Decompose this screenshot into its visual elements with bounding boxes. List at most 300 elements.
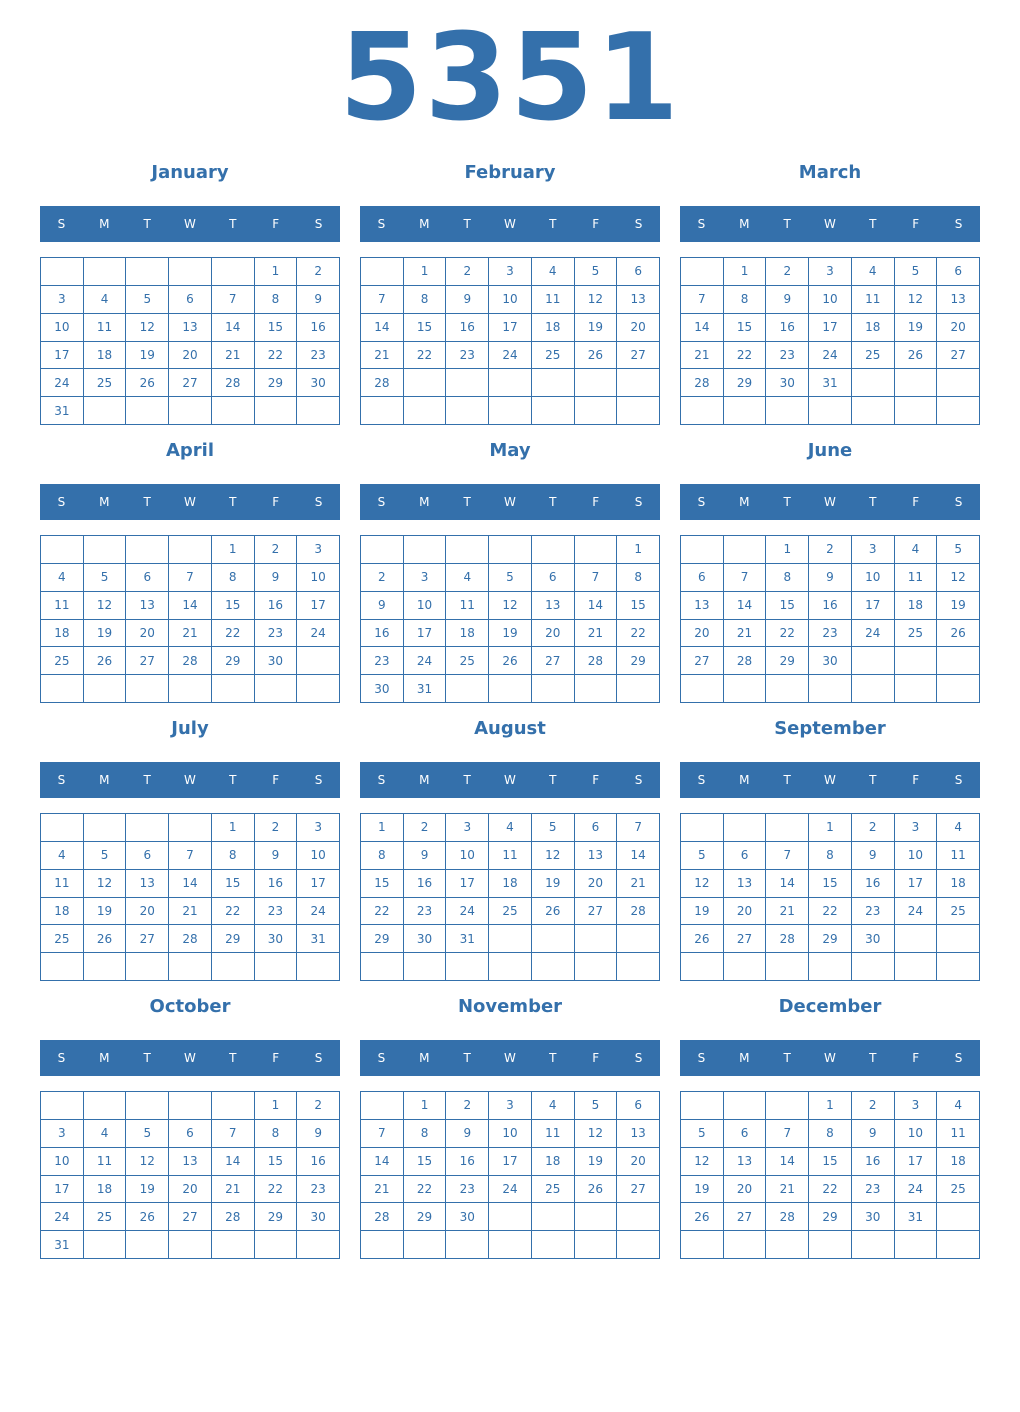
empty-day-cell bbox=[937, 953, 980, 981]
day-cell: 16 bbox=[255, 870, 298, 898]
day-cell: 23 bbox=[255, 898, 298, 926]
day-cell: 26 bbox=[84, 647, 127, 675]
month-february bbox=[360, 162, 660, 426]
day-cell: 10 bbox=[446, 842, 489, 870]
day-cell: 28 bbox=[766, 925, 809, 953]
empty-day-cell bbox=[724, 675, 767, 703]
empty-day-cell bbox=[169, 397, 212, 425]
day-cell: 6 bbox=[169, 286, 212, 314]
month-title: September bbox=[774, 718, 886, 739]
day-cell: 5 bbox=[84, 842, 127, 870]
weekday-label: W bbox=[824, 1051, 836, 1065]
empty-day-cell bbox=[681, 675, 724, 703]
day-cell: 27 bbox=[681, 647, 724, 675]
day-cell: 16 bbox=[852, 870, 895, 898]
month-april bbox=[40, 440, 340, 704]
day-cell: 17 bbox=[404, 620, 447, 648]
day-cell: 11 bbox=[489, 842, 532, 870]
day-cell: 26 bbox=[895, 342, 938, 370]
weekday-label: S bbox=[377, 495, 386, 509]
empty-day-cell bbox=[84, 397, 127, 425]
day-cell: 26 bbox=[126, 1203, 169, 1231]
empty-day-cell bbox=[169, 953, 212, 981]
day-cell: 13 bbox=[681, 592, 724, 620]
day-cell: 1 bbox=[212, 814, 255, 842]
weekday-label: S bbox=[314, 495, 323, 509]
empty-day-cell bbox=[84, 675, 127, 703]
day-cell: 6 bbox=[575, 814, 618, 842]
weekday-label: S bbox=[954, 495, 963, 509]
day-cell: 24 bbox=[41, 1203, 84, 1231]
day-cell: 3 bbox=[297, 536, 340, 564]
day-cell: 7 bbox=[724, 564, 767, 592]
day-cell: 22 bbox=[212, 898, 255, 926]
day-cell: 10 bbox=[41, 1148, 84, 1176]
day-cell: 5 bbox=[681, 1120, 724, 1148]
day-cell: 14 bbox=[212, 314, 255, 342]
day-cell: 1 bbox=[404, 1092, 447, 1120]
day-cell: 9 bbox=[297, 1120, 340, 1148]
weekday-label: F bbox=[272, 495, 280, 509]
day-cell: 17 bbox=[852, 592, 895, 620]
weekday-label: T bbox=[143, 495, 151, 509]
day-cell: 27 bbox=[532, 647, 575, 675]
day-cell: 6 bbox=[937, 258, 980, 286]
day-cell: 21 bbox=[361, 342, 404, 370]
day-cell: 11 bbox=[532, 1120, 575, 1148]
weekday-label: T bbox=[869, 217, 877, 231]
empty-day-cell bbox=[41, 258, 84, 286]
weekday-label: F bbox=[912, 495, 920, 509]
weekday-header bbox=[40, 484, 340, 520]
day-cell: 24 bbox=[41, 369, 84, 397]
empty-day-cell bbox=[169, 536, 212, 564]
day-cell: 22 bbox=[212, 620, 255, 648]
day-cell: 14 bbox=[724, 592, 767, 620]
empty-day-cell bbox=[532, 397, 575, 425]
day-cell: 12 bbox=[681, 870, 724, 898]
empty-day-cell bbox=[617, 953, 660, 981]
weekday-label: M bbox=[99, 495, 110, 509]
weekday-label: T bbox=[463, 773, 471, 787]
day-cell: 4 bbox=[532, 1092, 575, 1120]
day-cell: 17 bbox=[895, 870, 938, 898]
month-title: November bbox=[457, 996, 563, 1017]
weekday-label: F bbox=[912, 217, 920, 231]
day-cell: 6 bbox=[126, 564, 169, 592]
weekday-label: T bbox=[783, 495, 791, 509]
day-cell: 25 bbox=[937, 1176, 980, 1204]
day-cell: 7 bbox=[766, 1120, 809, 1148]
day-grid bbox=[680, 813, 980, 981]
day-cell: 6 bbox=[169, 1120, 212, 1148]
day-cell: 14 bbox=[766, 1148, 809, 1176]
day-cell: 4 bbox=[84, 286, 127, 314]
month-november bbox=[360, 996, 660, 1260]
month-august bbox=[360, 718, 660, 982]
day-cell: 25 bbox=[41, 647, 84, 675]
weekday-label: T bbox=[783, 1051, 791, 1065]
weekday-label: T bbox=[549, 773, 557, 787]
weekday-label: T bbox=[229, 773, 237, 787]
day-cell: 15 bbox=[255, 1148, 298, 1176]
day-cell: 20 bbox=[126, 898, 169, 926]
empty-day-cell bbox=[895, 1231, 938, 1259]
day-cell: 4 bbox=[937, 1092, 980, 1120]
day-cell: 25 bbox=[489, 898, 532, 926]
day-cell: 10 bbox=[404, 592, 447, 620]
day-cell: 31 bbox=[404, 675, 447, 703]
empty-day-cell bbox=[404, 369, 447, 397]
day-cell: 18 bbox=[84, 342, 127, 370]
empty-day-cell bbox=[937, 925, 980, 953]
day-cell: 5 bbox=[937, 536, 980, 564]
day-cell: 6 bbox=[617, 1092, 660, 1120]
weekday-label: W bbox=[184, 1051, 196, 1065]
day-cell: 18 bbox=[937, 1148, 980, 1176]
empty-day-cell bbox=[809, 675, 852, 703]
day-cell: 23 bbox=[446, 1176, 489, 1204]
empty-day-cell bbox=[41, 1092, 84, 1120]
empty-day-cell bbox=[169, 1231, 212, 1259]
day-cell: 6 bbox=[126, 842, 169, 870]
day-cell: 21 bbox=[617, 870, 660, 898]
day-cell: 8 bbox=[809, 842, 852, 870]
day-cell: 11 bbox=[895, 564, 938, 592]
weekday-label: S bbox=[377, 217, 386, 231]
weekday-label: S bbox=[634, 1051, 643, 1065]
day-cell: 23 bbox=[766, 342, 809, 370]
weekday-label: S bbox=[697, 217, 706, 231]
day-cell: 15 bbox=[404, 314, 447, 342]
weekday-label: W bbox=[504, 773, 516, 787]
month-october bbox=[40, 996, 340, 1260]
empty-day-cell bbox=[446, 675, 489, 703]
day-cell: 7 bbox=[169, 564, 212, 592]
day-cell: 28 bbox=[766, 1203, 809, 1231]
day-cell: 22 bbox=[809, 898, 852, 926]
day-cell: 30 bbox=[297, 369, 340, 397]
day-cell: 11 bbox=[852, 286, 895, 314]
day-cell: 1 bbox=[766, 536, 809, 564]
day-cell: 18 bbox=[937, 870, 980, 898]
day-cell: 1 bbox=[724, 258, 767, 286]
day-cell: 4 bbox=[852, 258, 895, 286]
day-cell: 25 bbox=[937, 898, 980, 926]
day-cell: 21 bbox=[361, 1176, 404, 1204]
weekday-label: M bbox=[739, 495, 750, 509]
day-cell: 16 bbox=[404, 870, 447, 898]
day-cell: 28 bbox=[575, 647, 618, 675]
empty-day-cell bbox=[852, 953, 895, 981]
weekday-label: S bbox=[697, 1051, 706, 1065]
weekday-label: F bbox=[592, 495, 600, 509]
day-cell: 24 bbox=[809, 342, 852, 370]
empty-day-cell bbox=[489, 1231, 532, 1259]
weekday-label: T bbox=[783, 773, 791, 787]
day-cell: 8 bbox=[724, 286, 767, 314]
day-cell: 19 bbox=[532, 870, 575, 898]
day-grid bbox=[680, 1091, 980, 1259]
day-cell: 26 bbox=[532, 898, 575, 926]
day-cell: 9 bbox=[809, 564, 852, 592]
day-cell: 26 bbox=[575, 342, 618, 370]
day-cell: 7 bbox=[169, 842, 212, 870]
day-cell: 29 bbox=[617, 647, 660, 675]
month-title: December bbox=[778, 996, 882, 1017]
day-cell: 31 bbox=[809, 369, 852, 397]
month-title: March bbox=[798, 162, 862, 183]
day-cell: 6 bbox=[532, 564, 575, 592]
day-cell: 23 bbox=[297, 342, 340, 370]
day-cell: 29 bbox=[212, 647, 255, 675]
day-cell: 10 bbox=[809, 286, 852, 314]
weekday-label: S bbox=[697, 495, 706, 509]
weekday-label: F bbox=[272, 1051, 280, 1065]
weekday-label: M bbox=[99, 217, 110, 231]
empty-day-cell bbox=[766, 397, 809, 425]
day-cell: 9 bbox=[404, 842, 447, 870]
day-cell: 29 bbox=[255, 1203, 298, 1231]
weekday-label: F bbox=[592, 1051, 600, 1065]
day-cell: 8 bbox=[212, 564, 255, 592]
day-grid bbox=[40, 535, 340, 703]
empty-day-cell bbox=[937, 675, 980, 703]
day-cell: 21 bbox=[169, 898, 212, 926]
day-grid bbox=[680, 257, 980, 425]
weekday-header bbox=[680, 206, 980, 242]
day-cell: 19 bbox=[681, 1176, 724, 1204]
weekday-label: S bbox=[697, 773, 706, 787]
day-cell: 27 bbox=[126, 925, 169, 953]
empty-day-cell bbox=[446, 536, 489, 564]
day-cell: 14 bbox=[212, 1148, 255, 1176]
day-cell: 14 bbox=[681, 314, 724, 342]
empty-day-cell bbox=[361, 397, 404, 425]
day-cell: 5 bbox=[126, 1120, 169, 1148]
day-cell: 4 bbox=[895, 536, 938, 564]
day-cell: 1 bbox=[361, 814, 404, 842]
day-cell: 15 bbox=[212, 870, 255, 898]
day-cell: 13 bbox=[617, 1120, 660, 1148]
day-cell: 9 bbox=[446, 286, 489, 314]
day-cell: 25 bbox=[532, 1176, 575, 1204]
weekday-label: S bbox=[634, 217, 643, 231]
day-cell: 20 bbox=[617, 314, 660, 342]
empty-day-cell bbox=[852, 397, 895, 425]
empty-day-cell bbox=[617, 925, 660, 953]
day-cell: 2 bbox=[404, 814, 447, 842]
day-cell: 26 bbox=[126, 369, 169, 397]
weekday-label: M bbox=[419, 1051, 430, 1065]
empty-day-cell bbox=[297, 953, 340, 981]
empty-day-cell bbox=[446, 953, 489, 981]
empty-day-cell bbox=[852, 369, 895, 397]
empty-day-cell bbox=[724, 536, 767, 564]
day-cell: 24 bbox=[489, 342, 532, 370]
year-title: 5351 bbox=[339, 9, 681, 148]
day-cell: 28 bbox=[724, 647, 767, 675]
day-cell: 27 bbox=[617, 1176, 660, 1204]
day-cell: 15 bbox=[361, 870, 404, 898]
day-cell: 19 bbox=[895, 314, 938, 342]
empty-day-cell bbox=[84, 814, 127, 842]
weekday-header bbox=[360, 206, 660, 242]
day-cell: 11 bbox=[84, 1148, 127, 1176]
day-cell: 30 bbox=[852, 1203, 895, 1231]
day-cell: 18 bbox=[489, 870, 532, 898]
empty-day-cell bbox=[126, 536, 169, 564]
empty-day-cell bbox=[255, 675, 298, 703]
weekday-label: M bbox=[739, 217, 750, 231]
day-cell: 27 bbox=[724, 1203, 767, 1231]
day-cell: 17 bbox=[489, 1148, 532, 1176]
empty-day-cell bbox=[895, 647, 938, 675]
empty-day-cell bbox=[575, 1203, 618, 1231]
day-cell: 25 bbox=[852, 342, 895, 370]
day-cell: 11 bbox=[41, 592, 84, 620]
empty-day-cell bbox=[766, 953, 809, 981]
day-cell: 9 bbox=[297, 286, 340, 314]
day-cell: 12 bbox=[532, 842, 575, 870]
empty-day-cell bbox=[41, 675, 84, 703]
empty-day-cell bbox=[489, 369, 532, 397]
day-cell: 2 bbox=[297, 258, 340, 286]
day-cell: 6 bbox=[724, 842, 767, 870]
day-cell: 20 bbox=[169, 1176, 212, 1204]
month-title: June bbox=[807, 440, 853, 461]
day-cell: 25 bbox=[84, 1203, 127, 1231]
day-cell: 28 bbox=[212, 1203, 255, 1231]
empty-day-cell bbox=[404, 953, 447, 981]
day-cell: 9 bbox=[852, 1120, 895, 1148]
month-july bbox=[40, 718, 340, 982]
day-cell: 5 bbox=[681, 842, 724, 870]
day-cell: 2 bbox=[852, 814, 895, 842]
day-cell: 19 bbox=[575, 1148, 618, 1176]
weekday-label: S bbox=[314, 217, 323, 231]
day-cell: 9 bbox=[766, 286, 809, 314]
day-cell: 26 bbox=[575, 1176, 618, 1204]
day-cell: 27 bbox=[126, 647, 169, 675]
day-cell: 16 bbox=[297, 314, 340, 342]
weekday-label: M bbox=[419, 217, 430, 231]
day-cell: 7 bbox=[681, 286, 724, 314]
month-title: May bbox=[489, 440, 531, 461]
empty-day-cell bbox=[84, 1231, 127, 1259]
day-cell: 24 bbox=[895, 898, 938, 926]
day-cell: 23 bbox=[297, 1176, 340, 1204]
weekday-label: W bbox=[824, 495, 836, 509]
empty-day-cell bbox=[937, 369, 980, 397]
month-title: August bbox=[474, 718, 546, 739]
day-cell: 3 bbox=[852, 536, 895, 564]
day-cell: 25 bbox=[84, 369, 127, 397]
day-cell: 11 bbox=[84, 314, 127, 342]
day-cell: 31 bbox=[895, 1203, 938, 1231]
day-cell: 27 bbox=[617, 342, 660, 370]
day-cell: 5 bbox=[489, 564, 532, 592]
day-cell: 26 bbox=[681, 1203, 724, 1231]
day-cell: 30 bbox=[446, 1203, 489, 1231]
empty-day-cell bbox=[766, 814, 809, 842]
empty-day-cell bbox=[126, 258, 169, 286]
empty-day-cell bbox=[681, 814, 724, 842]
weekday-label: T bbox=[229, 217, 237, 231]
day-cell: 3 bbox=[297, 814, 340, 842]
day-cell: 16 bbox=[361, 620, 404, 648]
day-cell: 29 bbox=[724, 369, 767, 397]
day-cell: 4 bbox=[84, 1120, 127, 1148]
weekday-label: T bbox=[463, 1051, 471, 1065]
day-cell: 12 bbox=[681, 1148, 724, 1176]
day-cell: 27 bbox=[575, 898, 618, 926]
empty-day-cell bbox=[575, 925, 618, 953]
day-cell: 12 bbox=[84, 870, 127, 898]
empty-day-cell bbox=[404, 397, 447, 425]
empty-day-cell bbox=[212, 675, 255, 703]
day-cell: 30 bbox=[255, 925, 298, 953]
day-cell: 2 bbox=[255, 536, 298, 564]
empty-day-cell bbox=[169, 258, 212, 286]
weekday-label: T bbox=[143, 773, 151, 787]
day-cell: 14 bbox=[361, 314, 404, 342]
day-cell: 8 bbox=[255, 286, 298, 314]
day-cell: 19 bbox=[84, 898, 127, 926]
day-cell: 13 bbox=[126, 592, 169, 620]
month-september bbox=[680, 718, 980, 982]
weekday-header bbox=[40, 762, 340, 798]
day-cell: 23 bbox=[852, 898, 895, 926]
day-cell: 6 bbox=[617, 258, 660, 286]
day-cell: 20 bbox=[575, 870, 618, 898]
day-cell: 10 bbox=[489, 286, 532, 314]
day-cell: 12 bbox=[126, 314, 169, 342]
day-cell: 25 bbox=[446, 647, 489, 675]
weekday-label: T bbox=[549, 1051, 557, 1065]
day-cell: 10 bbox=[895, 842, 938, 870]
weekday-header bbox=[360, 1040, 660, 1076]
day-cell: 20 bbox=[724, 898, 767, 926]
weekday-label: W bbox=[184, 773, 196, 787]
day-cell: 22 bbox=[809, 1176, 852, 1204]
day-cell: 18 bbox=[532, 1148, 575, 1176]
day-cell: 18 bbox=[41, 620, 84, 648]
day-cell: 1 bbox=[809, 1092, 852, 1120]
day-cell: 30 bbox=[297, 1203, 340, 1231]
empty-day-cell bbox=[255, 953, 298, 981]
day-cell: 16 bbox=[766, 314, 809, 342]
weekday-label: F bbox=[272, 217, 280, 231]
day-cell: 29 bbox=[404, 1203, 447, 1231]
day-cell: 9 bbox=[361, 592, 404, 620]
empty-day-cell bbox=[361, 1231, 404, 1259]
empty-day-cell bbox=[852, 647, 895, 675]
weekday-label: M bbox=[99, 773, 110, 787]
day-cell: 17 bbox=[41, 342, 84, 370]
weekday-label: W bbox=[504, 217, 516, 231]
empty-day-cell bbox=[297, 1231, 340, 1259]
day-cell: 10 bbox=[297, 842, 340, 870]
month-may bbox=[360, 440, 660, 704]
empty-day-cell bbox=[724, 1231, 767, 1259]
empty-day-cell bbox=[681, 1231, 724, 1259]
day-cell: 2 bbox=[446, 1092, 489, 1120]
day-cell: 7 bbox=[361, 286, 404, 314]
weekday-label: S bbox=[954, 773, 963, 787]
empty-day-cell bbox=[361, 1092, 404, 1120]
weekday-label: F bbox=[272, 773, 280, 787]
